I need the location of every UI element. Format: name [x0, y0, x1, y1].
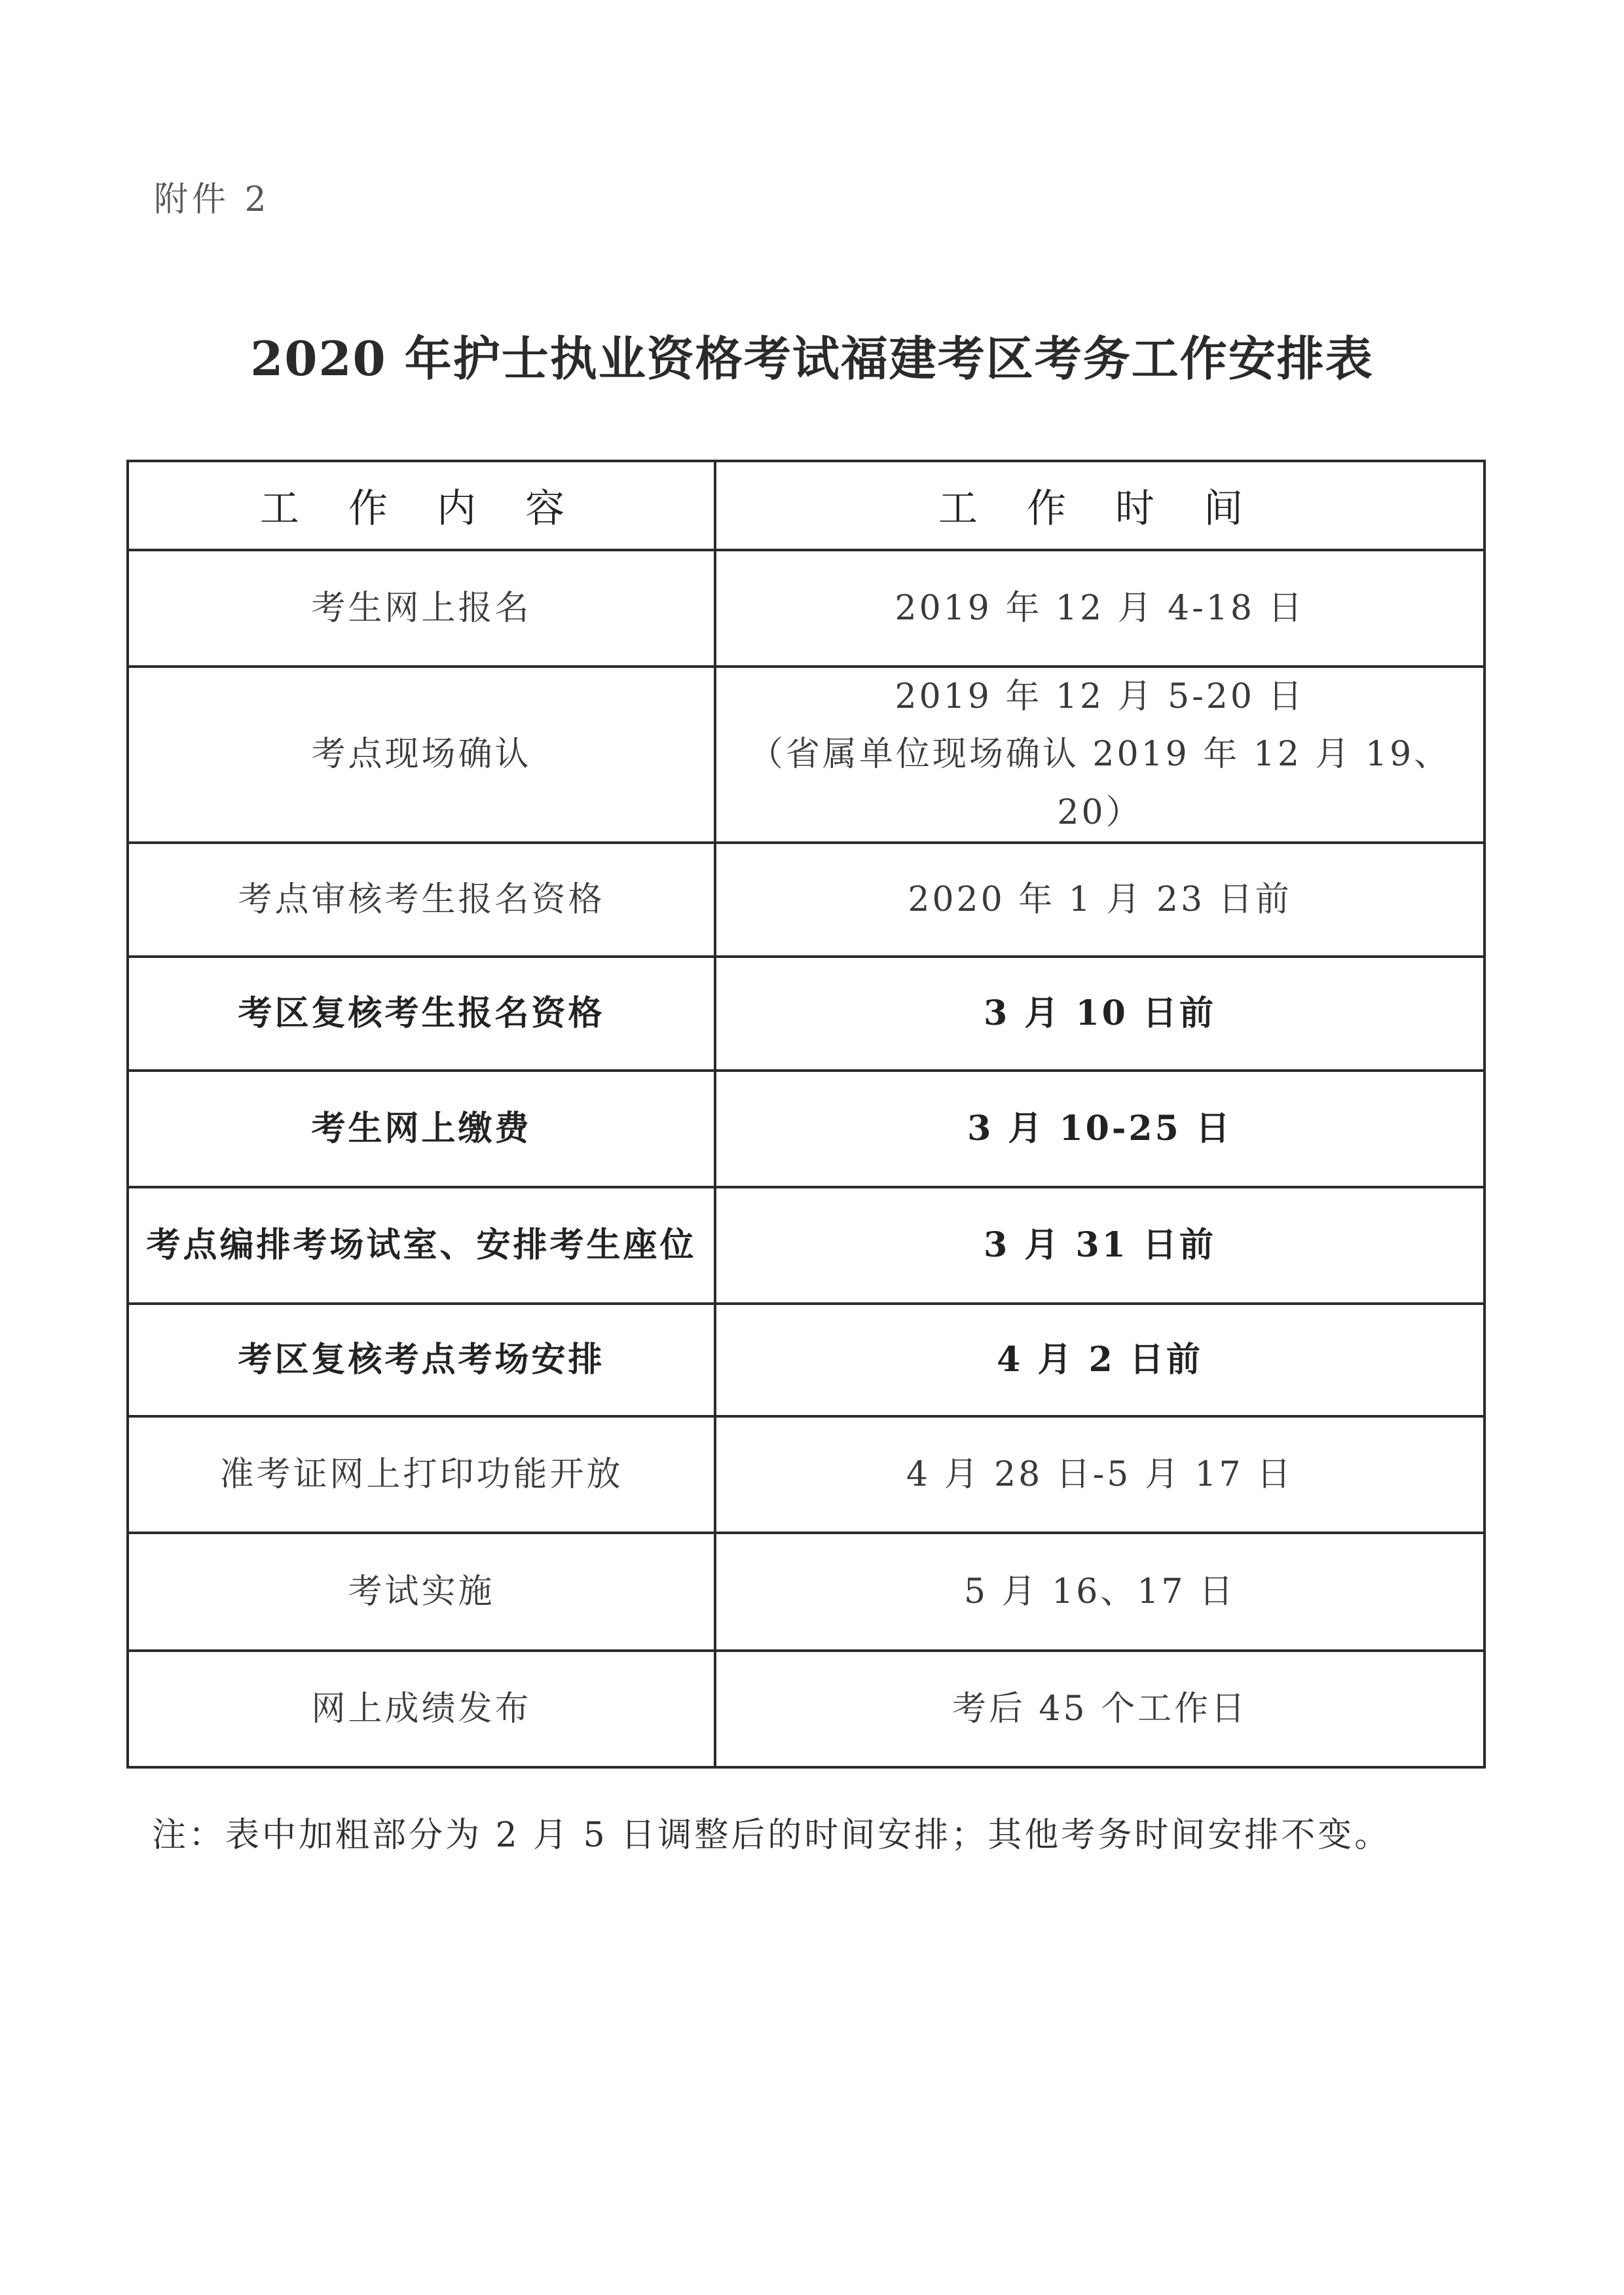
time-text: 考后 45 个工作日 [951, 1689, 1248, 1729]
task-cell: 考点编排考场试室、安排考生座位 [128, 1187, 715, 1304]
time-cell [715, 550, 1485, 667]
time-cell [715, 1187, 1485, 1304]
time-text: 2020 年 1 月 23 日前 [908, 879, 1292, 919]
time-text: 5 月 16、17 日 [963, 1571, 1236, 1611]
time-text: 3 月 31 日前 [984, 1224, 1216, 1265]
task-cell: 考点审核考生报名资格 [128, 843, 715, 957]
time-cell [715, 957, 1485, 1071]
time-cell [715, 667, 1485, 843]
time-cell [715, 1071, 1485, 1187]
footnote: 注：表中加粗部分为 2 月 5 日调整后的时间安排；其他考务时间安排不变。 [152, 1816, 1392, 1855]
table-row [128, 1651, 1485, 1767]
task-cell: 考生网上缴费 [128, 1071, 715, 1187]
header-time: 工 作 时 间 [715, 461, 1485, 550]
table-row [128, 1071, 1485, 1187]
time-text: 3 月 10-25 日 [967, 1108, 1232, 1148]
page-title: 2020 年护士执业资格考试福建考区考务工作安排表 [250, 331, 1374, 386]
task-cell: 考区复核考点考场安排 [128, 1304, 715, 1416]
table-row [128, 1187, 1485, 1304]
table-row [128, 957, 1485, 1071]
task-cell: 考点现场确认 [128, 667, 715, 843]
time-text: 4 月 28 日-5 月 17 日 [906, 1454, 1294, 1494]
time-cell [715, 843, 1485, 957]
attachment-label: 附件 2 [154, 180, 270, 219]
table-row [128, 550, 1485, 667]
time-cell [715, 1533, 1485, 1651]
time-text: 2019 年 12 月 5-20 日 [895, 677, 1305, 716]
time-text: 2019 年 12 月 4-18 日 [895, 588, 1305, 628]
task-cell: 准考证网上打印功能开放 [128, 1416, 715, 1533]
schedule-table [126, 460, 1486, 1769]
task-cell: 考试实施 [128, 1533, 715, 1651]
table-body [128, 550, 1485, 1767]
table-row [128, 843, 1485, 957]
time-text: 3 月 10 日前 [984, 993, 1216, 1033]
time-cell [715, 1416, 1485, 1533]
task-cell: 网上成绩发布 [128, 1651, 715, 1767]
header-task: 工 作 内 容 [128, 461, 715, 550]
time-cell [715, 1651, 1485, 1767]
task-cell: 考生网上报名 [128, 550, 715, 667]
table-row [128, 1416, 1485, 1533]
time-text: 4 月 2 日前 [997, 1339, 1203, 1380]
time-extra-text: （省属单位现场确认 2019 年 12 月 19、20） [748, 735, 1451, 832]
time-cell [715, 1304, 1485, 1416]
table-header-row [128, 461, 1485, 550]
task-cell: 考区复核考生报名资格 [128, 957, 715, 1071]
table-row [128, 1304, 1485, 1416]
table-row [128, 1533, 1485, 1651]
table-row [128, 667, 1485, 843]
